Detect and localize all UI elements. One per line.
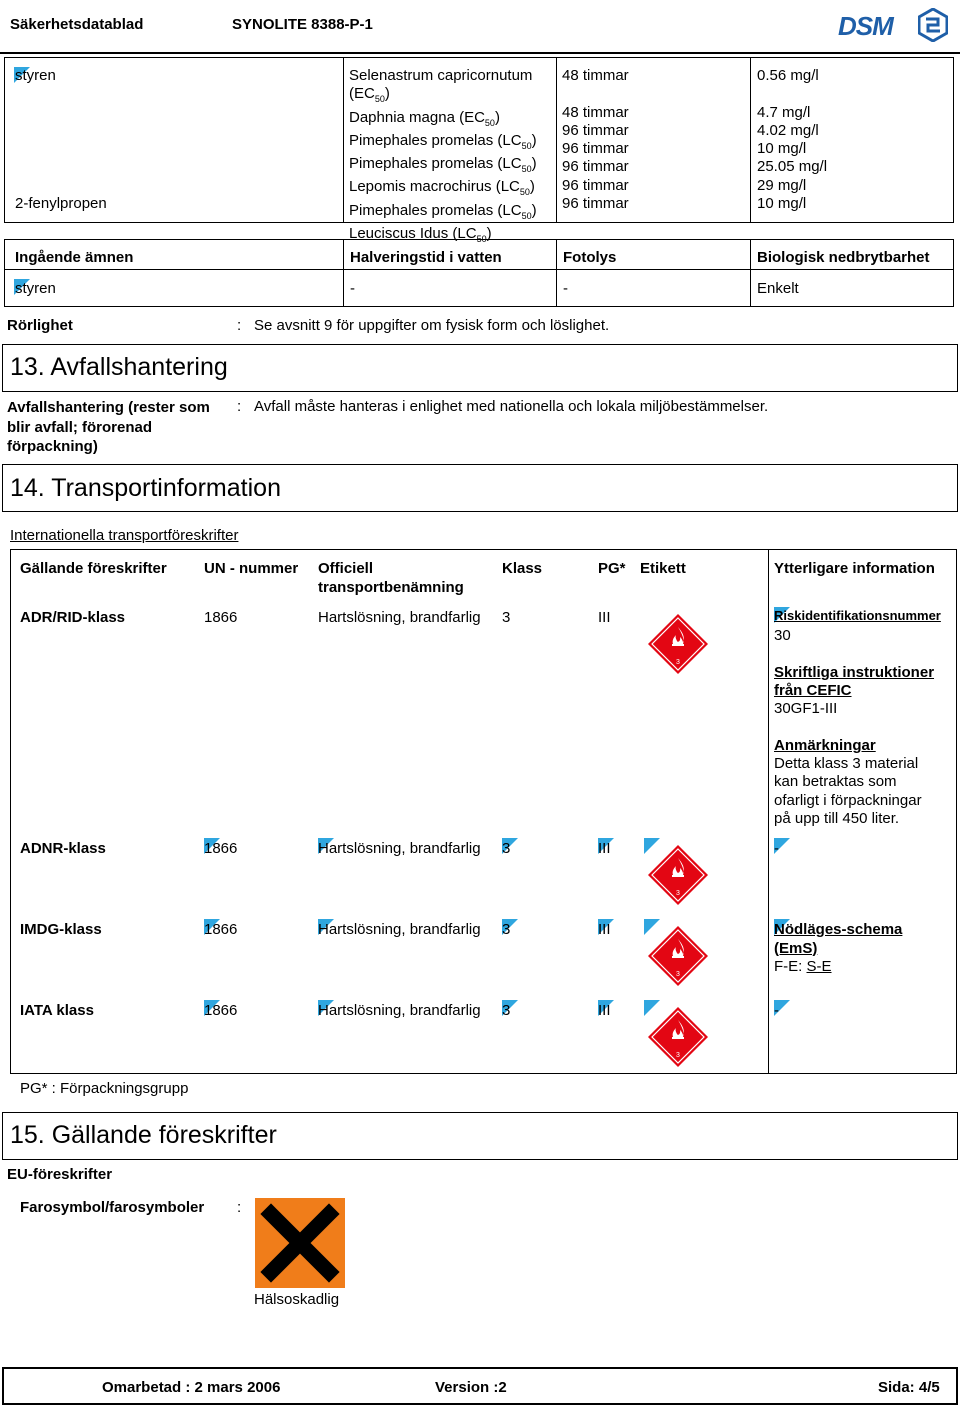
page-number: Sida: 4/5 [878, 1379, 940, 1396]
packing-group: III [598, 1002, 611, 1019]
un-number: 1866 [204, 609, 238, 626]
revised-date: Omarbetad : 2 mars 2006 [102, 1379, 281, 1396]
value-list: 0.56 mg/l 4.7 mg/l 4.02 mg/l 10 mg/l 25.05 mg/l 29 mg/l 10 mg/l [757, 67, 828, 213]
dsm-logo [838, 8, 950, 44]
organism: $(EC_{50})$ [349, 85, 390, 105]
transport-row-adnr-reg: ADNR-klass [20, 840, 106, 857]
transport-header: PG* [598, 560, 626, 577]
organism: Pimephales promelas $(LC_{50})$ [349, 155, 537, 175]
additional-info: - [774, 1002, 779, 1019]
product-name: SYNOLITE 8388-P-1 [232, 16, 373, 33]
hazard-class: 3 [502, 921, 511, 938]
flammable-liquid-icon [647, 844, 709, 906]
section-13-title: 13. Avfallshantering [10, 353, 228, 381]
transport-row-imdg-reg: IMDG-klass [20, 921, 102, 938]
label-class-number: 3 [676, 1052, 680, 1059]
risk-id-heading: Riskidentifikationsnummer [774, 608, 941, 623]
hazard-class: 3 [502, 609, 511, 626]
footnote: PG* : Förpackningsgrupp [20, 1080, 189, 1097]
mobility-value: Se avsnitt 9 för uppgifter om fysisk form och löslighet. [254, 317, 610, 334]
un-number: 1866 [204, 1002, 238, 1019]
un-number: 1866 [204, 840, 238, 857]
section-15-title: 15. Gällande föreskrifter [10, 1121, 277, 1149]
un-number: 1866 [204, 921, 238, 938]
mobility-label: Rörlighet [7, 317, 73, 334]
flammable-liquid-icon [647, 1006, 709, 1068]
transport-header: UN - nummer [204, 560, 299, 577]
shipping-name: Hartslösning, brandfarlig [318, 921, 481, 938]
degradation-cell: Enkelt [757, 280, 799, 297]
transport-header: Gällande föreskrifter [20, 560, 167, 577]
substance-name: styren [15, 67, 56, 84]
organism-list [349, 67, 537, 248]
transport-header: Klass [502, 560, 543, 577]
degradation-header: Halveringstid i vatten [350, 249, 502, 266]
header-rule [0, 52, 960, 54]
degradation-cell: - [350, 280, 355, 297]
ems-heading: Nödläges-schema (EmS) [774, 921, 903, 957]
waste-value: Avfall måste hanteras i enlighet med nationella och lokala miljöbestämmelser. [254, 398, 769, 415]
degradation-cell: styren [15, 280, 56, 297]
organism: Pimephales promelas $(LC_{50})$ [349, 131, 537, 151]
transport-header: Officiell transportbenämning [318, 560, 464, 596]
flammable-liquid-icon [647, 613, 709, 675]
ems-value: F-E: S-E [774, 958, 832, 975]
additional-info: - [774, 840, 779, 857]
shipping-name: Hartslösning, brandfarlig [318, 840, 481, 857]
label-class-number: 3 [676, 659, 680, 666]
shipping-name: Hartslösning, brandfarlig [318, 1002, 481, 1019]
logo-text: DSM [838, 11, 893, 41]
duration-list: 48 timmar 48 timmar 96 timmar 96 timmar 96 timmar 96 timmar 96 timmar [562, 67, 629, 213]
packing-group: III [598, 840, 611, 857]
shipping-name: Hartslösning, brandfarlig [318, 609, 481, 626]
transport-header: Ytterligare information [774, 560, 935, 577]
hazard-class: 3 [502, 1002, 511, 1019]
harmful-x-icon [255, 1198, 345, 1288]
transport-subtitle: Internationella transportföreskrifter [10, 527, 239, 544]
label-class-number: 3 [676, 890, 680, 897]
hazard-symbol-name: Hälsoskadlig [254, 1291, 340, 1308]
flammable-liquid-icon [647, 925, 709, 987]
organism: Daphnia magna $(EC_{50})$ [349, 108, 500, 128]
organism: Pimephales promelas $(LC_{50})$ [349, 201, 537, 221]
hazard-class: 3 [502, 840, 511, 857]
remarks-heading: Anmärkningar [774, 737, 876, 754]
packing-group: III [598, 921, 611, 938]
risk-id-value: 30 [774, 627, 791, 644]
degradation-header: Biologisk nedbrytbarhet [757, 249, 930, 266]
substance-name: 2-fenylpropen [15, 195, 107, 212]
instructions-heading: Skriftliga instruktioner från CEFIC [774, 664, 935, 699]
degradation-header: Ingående ämnen [15, 249, 134, 266]
section-14-title: 14. Transportinformation [10, 474, 281, 502]
degradation-cell: - [563, 280, 568, 297]
transport-header: Etikett [640, 560, 686, 577]
organism: Lepomis macrochirus $(LC_{50})$ [349, 178, 535, 198]
waste-label: Avfallshantering (rester som blir avfall; förorenad förpackning) [7, 399, 210, 455]
hazard-symbol-label: Farosymbol/farosymboler [20, 1199, 205, 1216]
version: Version :2 [435, 1379, 507, 1396]
organism: Leuciscus Idus $(LC_{50})$ [349, 225, 492, 245]
mobility-colon: : [237, 317, 242, 334]
dsm-emblem-icon [918, 8, 948, 42]
hazard-symbol-colon: : [237, 1199, 242, 1216]
remarks-value: Detta klass 3 material kan betraktas som ofarligt i förpackningar på upp till 450 liter. [774, 755, 922, 827]
organism: Selenastrum capricornutum [349, 67, 533, 84]
label-class-number: 3 [676, 971, 680, 978]
page-header [0, 0, 960, 52]
packing-group: III [598, 609, 611, 626]
degradation-header: Fotolys [563, 249, 617, 266]
transport-row-adr-reg: ADR/RID-klass [20, 609, 126, 626]
waste-colon: : [237, 398, 242, 415]
eu-regulations-label: EU-föreskrifter [7, 1166, 113, 1183]
instructions-value: 30GF1-III [774, 700, 838, 717]
doc-type: Säkerhetsdatablad [10, 16, 144, 33]
transport-row-iata-reg: IATA klass [20, 1002, 94, 1019]
